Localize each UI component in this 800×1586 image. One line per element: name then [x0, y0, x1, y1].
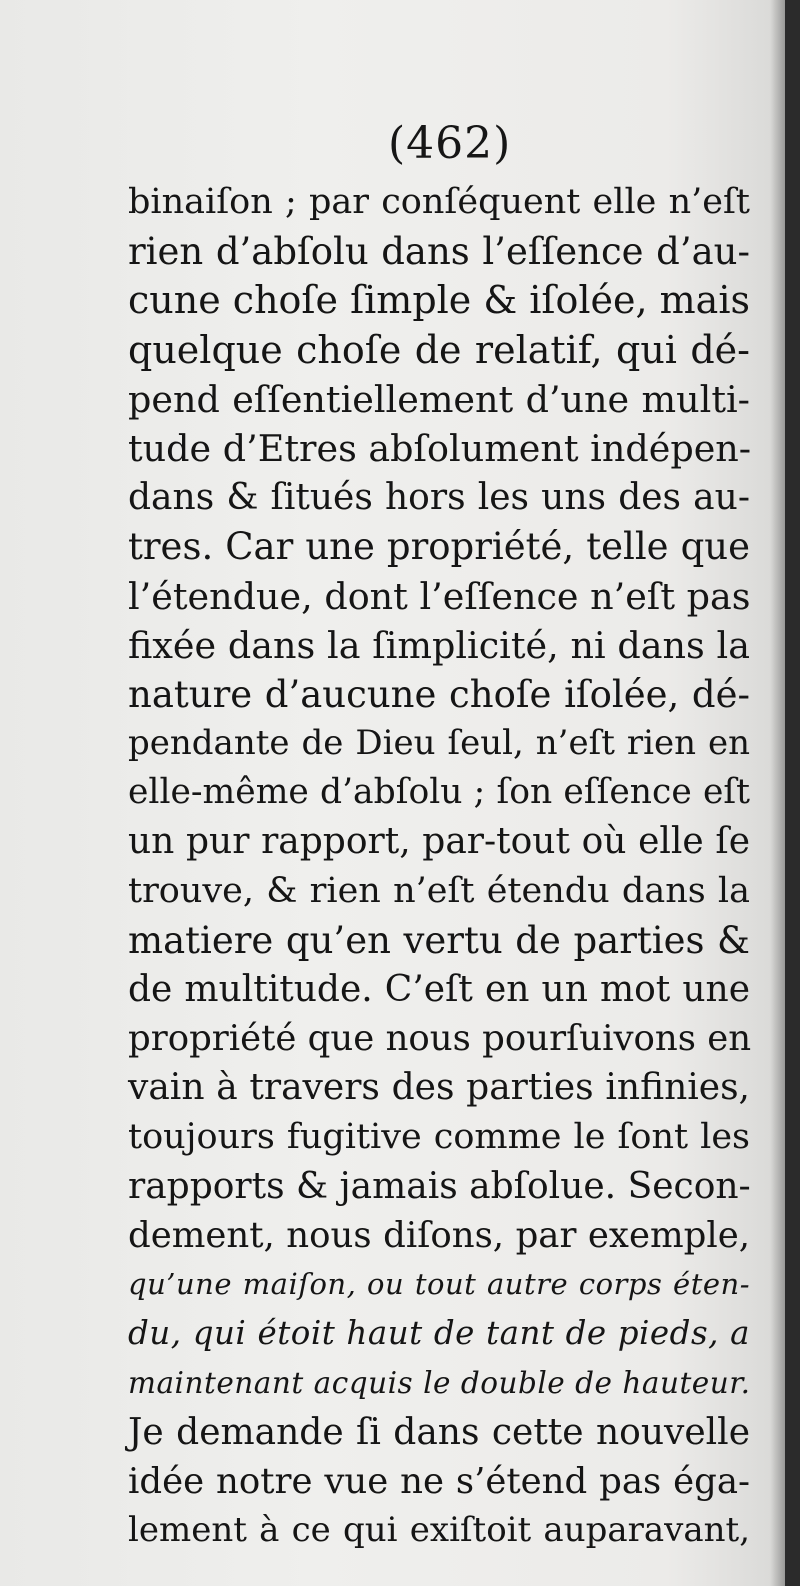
text-line: lement à ce qui exiſtoit auparavant, [128, 1510, 750, 1551]
body-text [128, 178, 750, 1555]
text-line: fixée dans la ſimplicité, ni dans la [128, 623, 750, 667]
text-line: nature d’aucune choſe iſolée, dé- [128, 672, 750, 716]
text-line: tres. Car une propriété, telle que [128, 525, 750, 569]
text-line: maintenant acquis le double de hauteur. [128, 1365, 751, 1400]
page-number: (462) [388, 118, 512, 169]
text-line: pend eſſentiellement d’une multi- [128, 377, 750, 421]
text-line: matiere qu’en vertu de parties & [128, 918, 750, 962]
text-line: propriété que nous pourſuivons en [128, 1018, 752, 1060]
text-line: un pur rapport, par-tout où elle ſe [128, 821, 750, 863]
text-line: idée notre vue ne s’étend pas éga- [128, 1460, 750, 1502]
text-line: rapports & jamais abſolue. Secon- [128, 1165, 751, 1207]
text-line: elle-même d’abſolu ; ſon eſſence eſt [128, 772, 750, 813]
text-line: dement, nous diſons, par exemple, [128, 1214, 750, 1256]
text-line: du, qui étoit haut de tant de pieds, a [128, 1314, 750, 1353]
text-line: vain à travers des parties infinies, [128, 1067, 750, 1109]
text-line: rien d’abſolu dans l’eſſence d’au- [128, 230, 750, 274]
text-line: dans & ſitués hors les uns des au- [128, 477, 750, 519]
text-line: quelque choſe de relatif, qui dé- [128, 327, 750, 372]
text-line: de multitude. C’eſt en un mot une [128, 969, 750, 1010]
text-line: l’étendue, dont l’eſſence n’eſt pas [128, 574, 751, 618]
text-line: pendante de Dieu ſeul, n’eſt rien en [128, 723, 750, 764]
text-line: trouve, & rien n’eſt étendu dans la [128, 870, 750, 911]
page-edge-shadow [770, 0, 785, 1586]
text-line: qu’une maiſon, ou tout autre corps éten- [128, 1267, 750, 1302]
text-line: binaiſon ; par conſéquent elle n’eſt [128, 182, 750, 222]
text-line: Je demande ſi dans cette nouvelle [128, 1411, 750, 1453]
text-line: toujours fugitive comme le ſont les [128, 1116, 750, 1157]
text-line: tude d’Etres abſolument indépen- [128, 426, 752, 470]
text-line: cune choſe ſimple & iſolée, mais [128, 278, 750, 323]
